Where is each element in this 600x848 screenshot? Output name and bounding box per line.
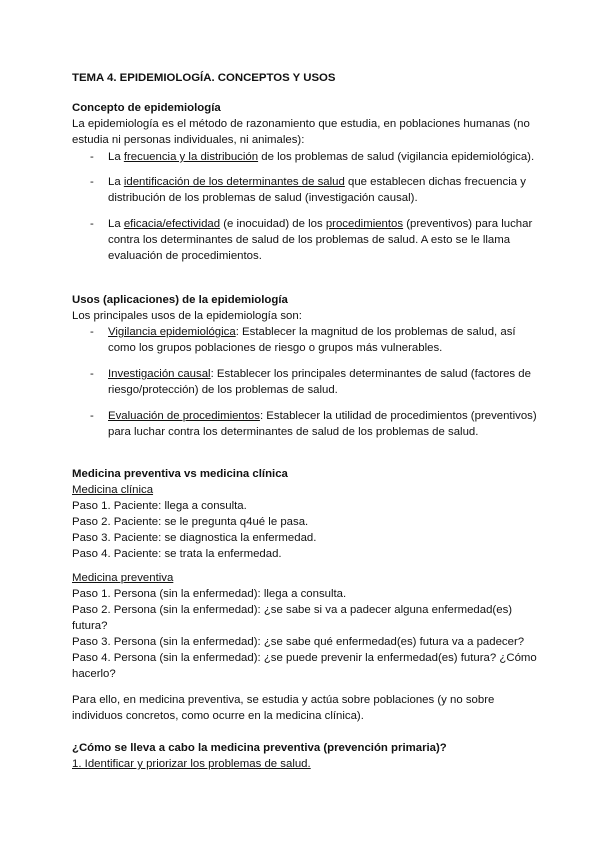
paragraph-line: individuos concretos, como ocurre en la medicina clínica). — [72, 710, 364, 722]
list-item-line: riesgo/protección) de los problemas de salud. — [108, 384, 338, 396]
step-line: Paso 4. Persona (sin la enfermedad): ¿se puede prevenir la enfermedad(es) futura? ¿Cómo — [72, 652, 537, 664]
section-heading-usos: Usos (aplicaciones) de la epidemiología — [72, 294, 288, 306]
list-item — [108, 216, 532, 232]
list-item-line: como los grupos poblaciones de riesgo o grupos más vulnerables. — [108, 342, 443, 354]
section-heading-como: ¿Cómo se lleva a cabo la medicina preventiva (prevención primaria)? — [72, 742, 447, 754]
step-line: 1. Identificar y priorizar los problemas de salud. — [72, 758, 311, 770]
underlined-term: procedimientos — [325, 218, 404, 230]
step-line: futura? — [72, 620, 108, 632]
list-item — [108, 324, 516, 340]
text: La — [108, 218, 124, 230]
paragraph-line: Para ello, en medicina preventiva, se estudia y actúa sobre poblaciones (y no sobre — [72, 694, 495, 706]
list-item — [108, 366, 531, 382]
list-item-line: contra los determinantes de salud de los problemas de salud. A esto se le llama — [108, 234, 511, 246]
underlined-term: frecuencia y la distribución — [123, 151, 259, 163]
list-item — [108, 408, 537, 424]
subheading-preventiva: Medicina preventiva — [72, 572, 174, 584]
section-heading-concepto: Concepto de epidemiología — [72, 102, 221, 114]
text: (e inocuidad) de los — [220, 218, 326, 230]
step-line: Paso 3. Paciente: se diagnostica la enfermedad. — [72, 532, 317, 544]
list-item — [108, 149, 534, 165]
underlined-term: eficacia/efectividad — [123, 218, 221, 230]
text: que establecen dichas frecuencia y — [344, 176, 526, 188]
underlined-term: identificación de los determinantes de salud — [123, 176, 345, 188]
bullet-dash: - — [90, 326, 94, 338]
text: La — [108, 176, 124, 188]
paragraph-line: estudia ni personas individuales, ni animales): — [72, 134, 305, 146]
bullet-dash: - — [90, 176, 94, 188]
text: (preventivos) para luchar — [403, 218, 533, 230]
bullet-dash: - — [90, 218, 94, 230]
list-item-line: distribución de los problemas de salud (investigación causal). — [108, 192, 418, 204]
list-item — [108, 174, 526, 190]
underlined-term: Vigilancia epidemiológica — [108, 326, 236, 338]
underlined-term: Investigación causal — [108, 368, 211, 380]
paragraph-line: La epidemiología es el método de razonamiento que estudia, en poblaciones humanas (no — [72, 118, 530, 130]
step-line: hacerlo? — [72, 668, 116, 680]
step-line: Paso 4. Paciente: se trata la enfermedad. — [72, 548, 282, 560]
text: : Establecer la utilidad de procedimientos (preventivos) — [259, 410, 537, 422]
list-item-line: para luchar contra los determinantes de salud de los problemas de salud. — [108, 426, 479, 438]
bullet-dash: - — [90, 410, 94, 422]
step-line: Paso 2. Persona (sin la enfermedad): ¿se sabe si va a padecer alguna enfermedad(es) — [72, 604, 513, 616]
text: : Establecer los principales determinantes de salud (factores de — [210, 368, 531, 380]
subheading-clinica: Medicina clínica — [72, 484, 154, 496]
step-line: Paso 2. Paciente: se le pregunta q4ué le pasa. — [72, 516, 309, 528]
paragraph-line: Los principales usos de la epidemiología son: — [72, 310, 302, 322]
step-line: Paso 3. Persona (sin la enfermedad): ¿se sabe qué enfermedad(es) futura va a padecer? — [72, 636, 525, 648]
text: : Establecer la magnitud de los problemas de salud, así — [235, 326, 516, 338]
list-item-line: evaluación de procedimientos. — [108, 250, 262, 262]
text: La — [108, 151, 124, 163]
text: de los problemas de salud (vigilancia epidemiológica). — [258, 151, 535, 163]
bullet-dash: - — [90, 368, 94, 380]
document-title: TEMA 4. EPIDEMIOLOGÍA. CONCEPTOS Y USOS — [72, 72, 336, 84]
underlined-term: Evaluación de procedimientos — [108, 410, 260, 422]
step-line: Paso 1. Persona (sin la enfermedad): llega a consulta. — [72, 588, 347, 600]
section-heading-medicina: Medicina preventiva vs medicina clínica — [72, 468, 288, 480]
bullet-dash: - — [90, 151, 94, 163]
step-line: Paso 1. Paciente: llega a consulta. — [72, 500, 247, 512]
